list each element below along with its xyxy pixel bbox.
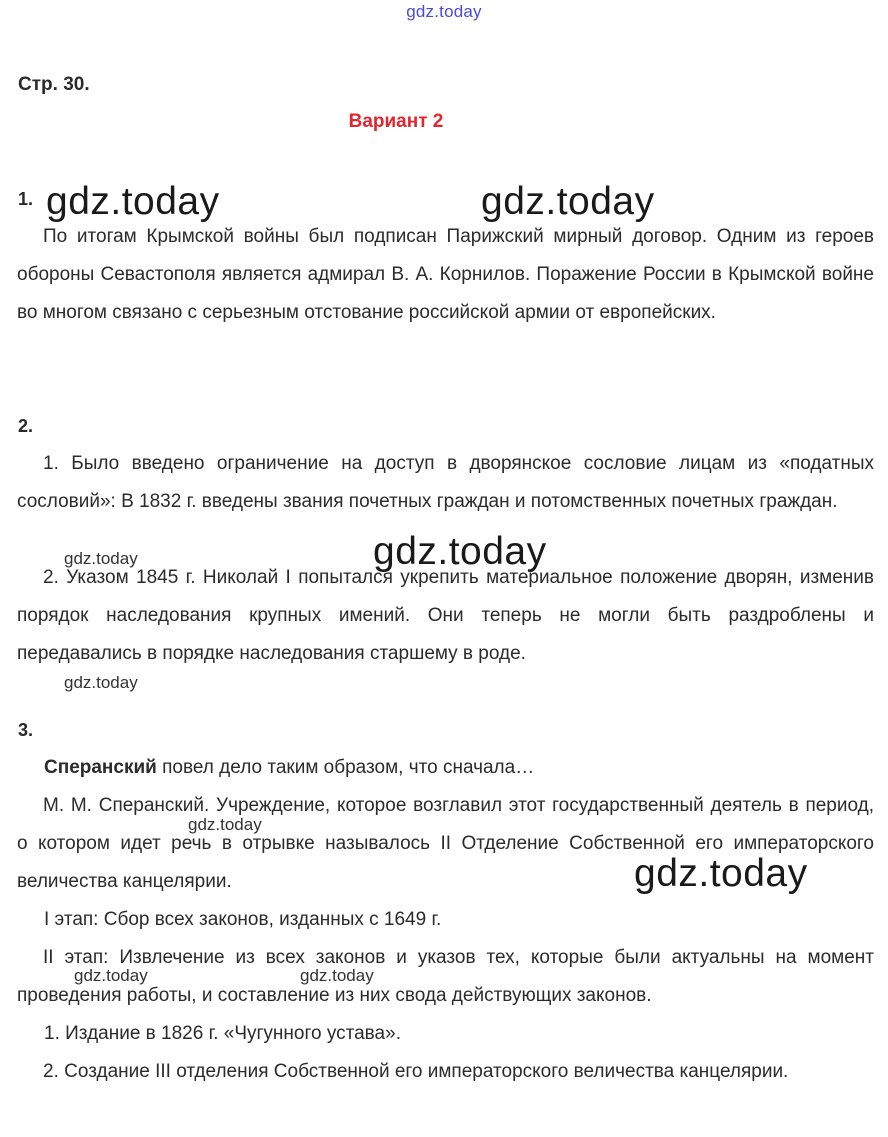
watermark-small: gdz.today (188, 815, 262, 834)
lead-rest: повел дело таким образом, что сначала… (156, 757, 535, 778)
watermark-big: gdz.today (481, 180, 655, 223)
top-watermark: gdz.today (406, 2, 482, 21)
watermark-small: gdz.today (64, 673, 138, 692)
lead-bold: Сперанский (44, 757, 157, 778)
watermark-small: gdz.today (64, 549, 138, 568)
question-2-number: 2. (18, 416, 34, 436)
question-1-number: 1. (18, 189, 34, 209)
question-2-point-2: 2. Указом 1845 г. Николай I попытался укрепить материальное положение дворян, изменив порядок наследования крупных имений. Они теперь не могли быть раздроблены и передавались в порядке наследования старшему в роде. (17, 567, 874, 664)
watermark-big: gdz.today (634, 852, 808, 895)
stage-1: I этап: Сбор всех законов, изданных с 1649 г. (44, 909, 442, 930)
stage-2: II этап: Извлечение из всех законов и указов тех, которые были актуальны на момент проведения работы, и составление из них свода действующих законов. (17, 947, 874, 1006)
question-3-number: 3. (18, 720, 34, 740)
question-2-point-1: 1. Было введено ограничение на доступ в дворянское сословие лицам из «податных сословий»: В 1832 г. введены звания почетных граждан и потомственных почетных граждан. (17, 453, 874, 512)
item-2: 2. Создание III отделения Собственной его императорского величества канцелярии. (43, 1061, 789, 1082)
variant-title: Вариант 2 (348, 111, 444, 132)
question-3-lead (44, 749, 888, 787)
watermark-small: gdz.today (300, 966, 374, 985)
question-3-answer: М. М. Сперанский. Учреждение, которое возглавил этот государственный деятель в период, о котором идет речь в отрывке называлось II Отделение Собственной его императорского величества канцелярии. (17, 795, 874, 892)
watermark-big: gdz.today (373, 530, 547, 573)
page-number: Стр. 30. (18, 74, 90, 95)
item-1: 1. Издание в 1826 г. «Чугунного устава». (44, 1023, 401, 1044)
question-1-answer: По итогам Крымской войны был подписан Парижский мирный договор. Одним из героев обороны Севастополя является адмирал В. А. Корнилов. Поражение России в Крымской войне во многом связано с серьезным отстование российской армии от европейских. (17, 226, 874, 323)
watermark-big: gdz.today (46, 180, 220, 223)
watermark-small: gdz.today (74, 966, 148, 985)
